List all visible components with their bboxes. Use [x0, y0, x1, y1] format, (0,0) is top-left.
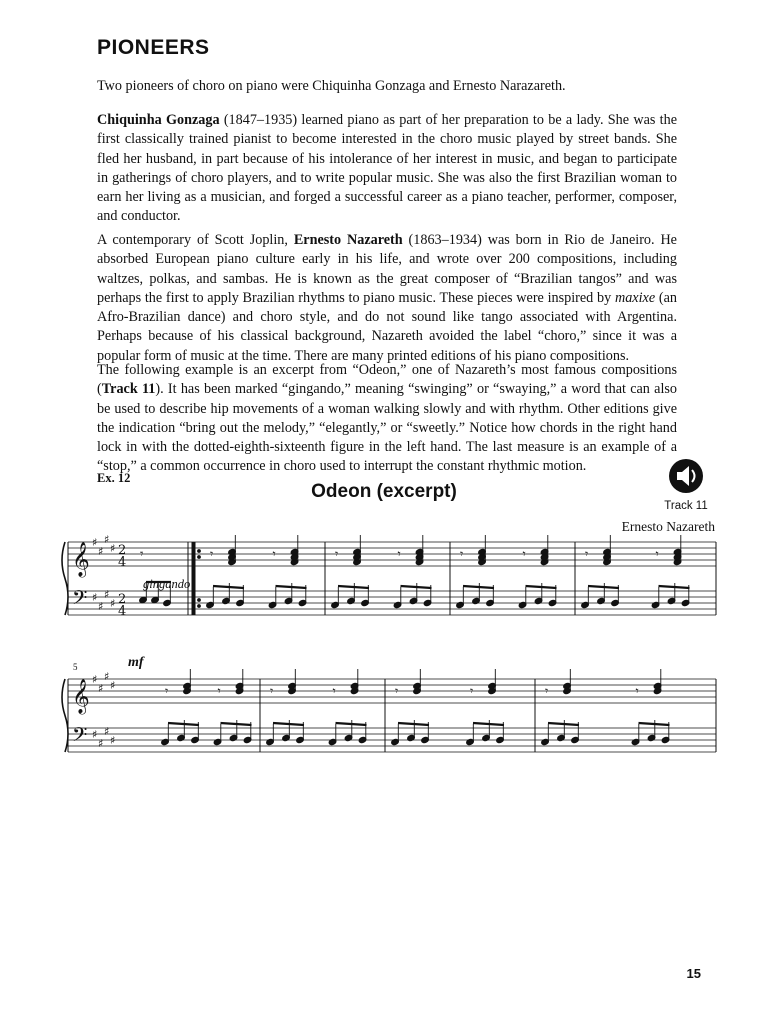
- maxixe-term: maxixe: [614, 289, 656, 306]
- gonzaga-text: (1847–1935) learned piano as part of her preparation to be a lady. She was the first classically trained pianist to become interested in the choro music played by street bands. She fled her husband, in part because of his intolerance of her interest in music, and began to participate in gatherings of choro players, and to write popular music. She was also the first Brazilian woman to earn her living as a musician, and forged a successful career as a piano teacher, performer, composer, and conductor.: [97, 112, 677, 225]
- beam: [276, 586, 307, 588]
- key-signature-sharp: ♯: [98, 545, 104, 558]
- eighth-rest: 𝄾: [335, 547, 339, 561]
- treble-clef: 𝄞: [72, 679, 90, 714]
- eighth-rest: 𝄾: [470, 684, 474, 698]
- key-signature-sharp: ♯: [92, 673, 98, 686]
- odeon-paragraph: [97, 361, 677, 477]
- odeon-text-pre: The following example is an excerpt from “Odeon,” one of Nazareth’s most famous compositions (: [97, 362, 677, 398]
- key-signature-sharp: ♯: [98, 737, 104, 750]
- key-signature-sharp: ♯: [98, 682, 104, 695]
- beam: [401, 586, 432, 588]
- beam: [548, 723, 579, 725]
- time-signature-denominator: 4: [118, 555, 127, 570]
- nazareth-text-pre: A contemporary of Scott Joplin,: [97, 232, 294, 248]
- beam: [526, 586, 557, 588]
- brace: [62, 542, 68, 615]
- key-signature-sharp: ♯: [104, 670, 110, 683]
- eighth-rest: 𝄾: [270, 684, 274, 698]
- beam: [336, 723, 367, 725]
- piece-title: Odeon (excerpt): [311, 481, 457, 502]
- odeon-text-post: ). It has been marked “gingando,” meaning “swinging” or “swaying,” a word that can also be used to describe hip movements of a woman walking slowly and with rhythm. Other editions give the indication “bring out the melody,” “elegantly,” or “sweetly.” Notice how chords in the right hand lock in with the dotted-eighth-sixteenth figure in the left hand. The last measure is an example of a “stop,” a common occurrence in choro used to interrupt the constant rhythmic motion.: [97, 381, 677, 475]
- beam: [639, 723, 670, 725]
- treble-clef: 𝄞: [72, 542, 90, 577]
- beam: [221, 723, 252, 725]
- key-signature-sharp: ♯: [110, 679, 116, 692]
- eighth-rest: 𝄾: [395, 684, 399, 698]
- audio-track-button[interactable]: [664, 458, 708, 512]
- dynamic-marking: mf: [128, 655, 144, 670]
- bass-clef: 𝄢: [72, 723, 88, 751]
- track-label: Track 11: [664, 500, 708, 512]
- key-signature-sharp: ♯: [98, 600, 104, 613]
- eighth-rest: 𝄾: [217, 684, 221, 698]
- track-reference: Track 11: [101, 381, 156, 398]
- composer-credit: Ernesto Nazareth: [621, 519, 715, 534]
- measure-number: 5: [73, 662, 78, 672]
- speaker-icon: [668, 458, 704, 494]
- eighth-rest: 𝄾: [272, 547, 276, 561]
- beam: [588, 586, 619, 588]
- nazareth-text-mid: (1863–1934) was born in Rio de Janeiro. He absorbed European piano culture early in his life, and wrote over 200 compositions, including waltzes, polkas, and sambas. He is known as the great composer of “Brazilian tangos” and was perhaps the first to apply Brazilian rhythms to piano music. These pieces were inspired by: [97, 232, 677, 306]
- key-signature-sharp: ♯: [110, 597, 116, 610]
- beam: [659, 586, 690, 588]
- key-signature-sharp: ♯: [92, 728, 98, 741]
- repeat-dot: [198, 599, 201, 602]
- key-signature-sharp: ♯: [92, 536, 98, 549]
- eighth-rest: 𝄾: [460, 547, 464, 561]
- nazareth-name: Ernesto Nazareth: [293, 232, 403, 248]
- beam: [398, 723, 429, 725]
- page-number: 15: [686, 966, 701, 981]
- beam: [168, 723, 199, 725]
- key-signature-sharp: ♯: [110, 734, 116, 747]
- beam: [213, 586, 244, 588]
- eighth-rest: 𝄾: [585, 547, 589, 561]
- time-signature-numerator: 2: [118, 543, 127, 558]
- eighth-rest: 𝄾: [332, 684, 336, 698]
- brace: [62, 679, 68, 752]
- intro-paragraph: Two pioneers of choro on piano were Chiquinha Gonzaga and Ernesto Narazareth.: [97, 78, 566, 94]
- beam: [463, 586, 494, 588]
- beam: [473, 723, 504, 725]
- gonzaga-paragraph: [97, 111, 677, 227]
- eighth-rest: 𝄾: [522, 547, 526, 561]
- key-signature-sharp: ♯: [92, 591, 98, 604]
- example-label: Ex. 12: [97, 471, 131, 485]
- repeat-dot: [198, 605, 201, 608]
- eighth-rest: 𝄾: [545, 684, 549, 698]
- eighth-rest: 𝄾: [140, 547, 144, 562]
- tempo-marking: gingando: [143, 577, 191, 591]
- key-signature-sharp: ♯: [104, 588, 110, 601]
- beam: [338, 586, 369, 588]
- repeat-dot: [198, 550, 201, 553]
- music-score: [60, 535, 720, 775]
- repeat-dot: [198, 556, 201, 559]
- eighth-rest: 𝄾: [635, 684, 639, 698]
- bass-clef: 𝄢: [72, 586, 88, 614]
- eighth-rest: 𝄾: [210, 547, 214, 561]
- section-title: PIONEERS: [97, 36, 210, 59]
- key-signature-sharp: ♯: [104, 535, 110, 546]
- nazareth-text-post: (an Afro-Brazilian dance) and choro style, and do not sound like tango associated with Argentina. Perhaps because of his classical background, Nazareth avoided the label “choro,” since it was a popular form of music at the time. There are many printed editions of his piano compositions.: [97, 289, 677, 364]
- key-signature-sharp: ♯: [104, 725, 110, 738]
- gonzaga-name: Chiquinha Gonzaga: [97, 112, 220, 128]
- time-signature-numerator: 2: [118, 592, 127, 607]
- eighth-rest: 𝄾: [165, 684, 169, 698]
- key-signature-sharp: ♯: [110, 542, 116, 555]
- eighth-rest: 𝄾: [397, 547, 401, 561]
- beam: [273, 723, 304, 725]
- nazareth-paragraph: [97, 231, 677, 366]
- time-signature-denominator: 4: [118, 604, 127, 619]
- eighth-rest: 𝄾: [655, 547, 659, 561]
